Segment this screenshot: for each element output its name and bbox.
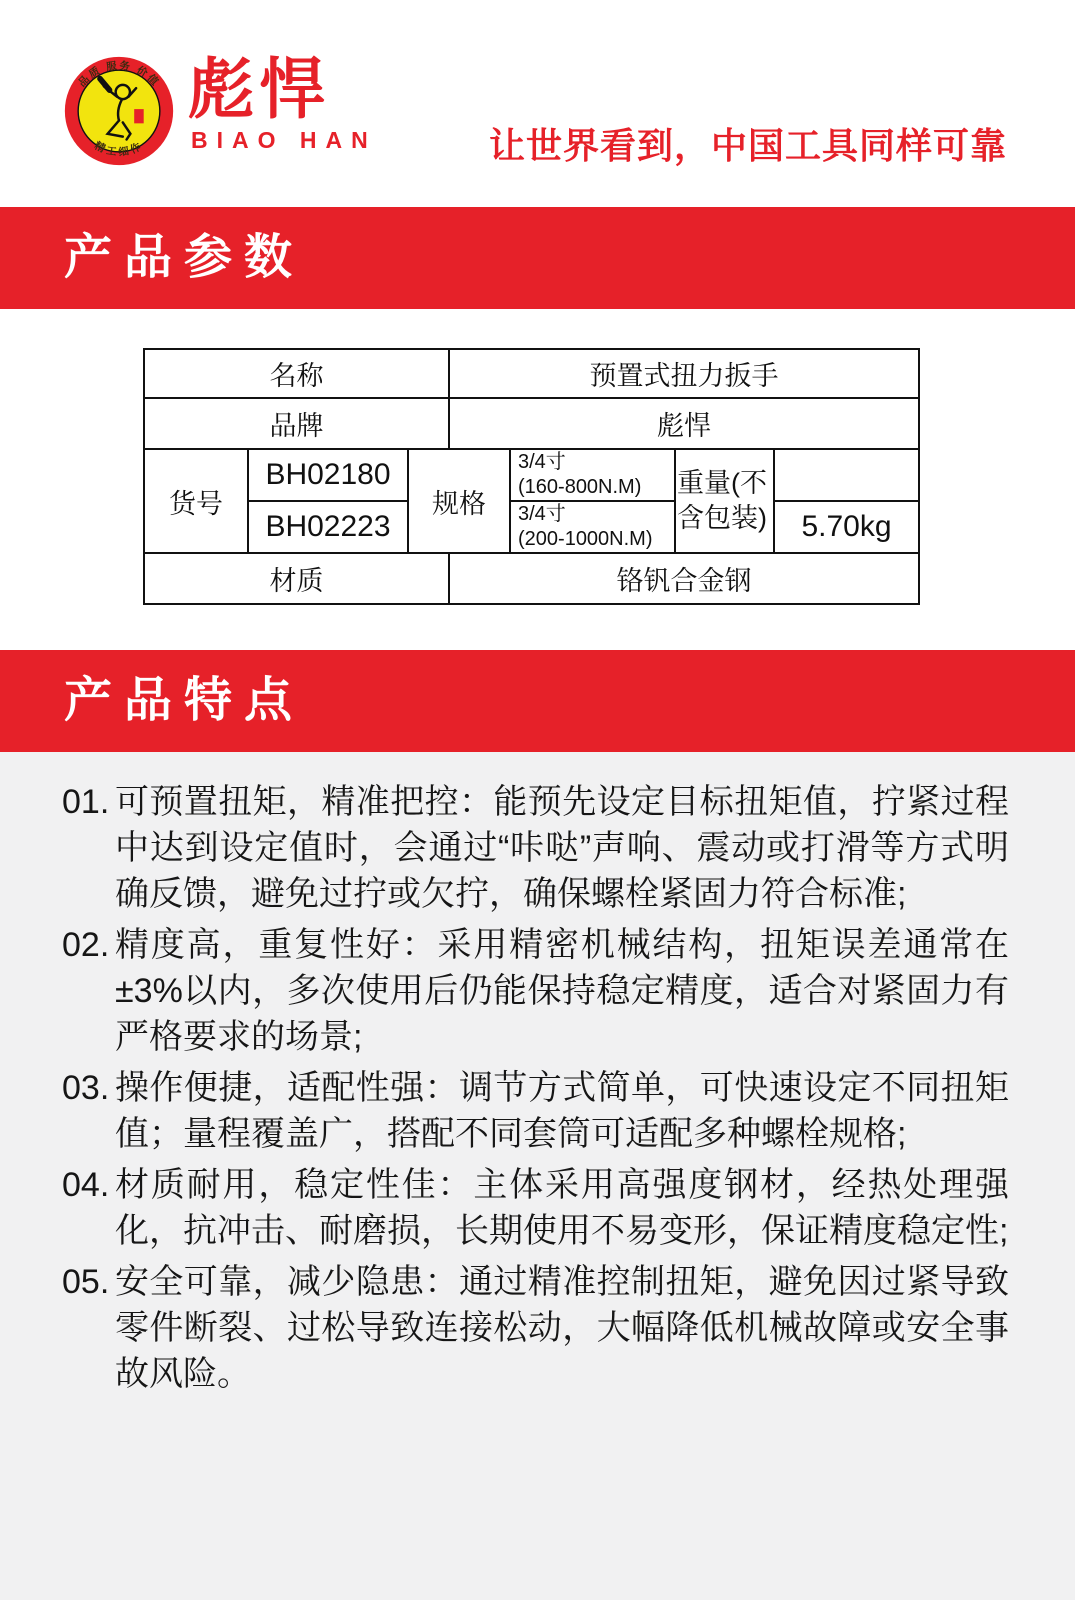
brand-name-en: BIAO HAN — [191, 127, 377, 153]
feature-item-2 — [62, 922, 1009, 1060]
feature-text: 材质耐用，稳定性佳：主体采用高强度钢材，经热处理强化，抗冲击、耐磨损，长期使用不易变形，保证精度稳定性; — [115, 1166, 1009, 1250]
feature-item-1 — [62, 779, 1009, 917]
spec-1-range: (160-800N.M) — [518, 476, 642, 498]
feature-text: 操作便捷，适配性强：调节方式简单，可快速设定不同扭矩值；量程覆盖广，搭配不同套筒可适配多种螺栓规格; — [115, 1069, 1009, 1153]
params-section-banner — [0, 207, 1075, 309]
feature-item-5 — [62, 1259, 1009, 1397]
features-section-title: 产品特点 — [64, 674, 305, 727]
brand-logo — [62, 54, 176, 168]
spec-sku-label: 货号 — [145, 450, 249, 554]
spec-table — [143, 348, 920, 605]
features-section-banner — [0, 650, 1075, 752]
spec-brand-value: 彪悍 — [450, 399, 918, 450]
spec-material-value: 铬钒合金钢 — [616, 566, 752, 596]
features-list — [62, 779, 1009, 1402]
feature-item-3 — [62, 1065, 1009, 1157]
header — [0, 0, 1075, 207]
feature-number: 05. — [62, 1263, 110, 1301]
feature-text: 安全可靠，减少隐患：通过精准控制扭矩，避免因过紧导致零件断裂、过松导致连接松动，大幅降低机械故障或安全事故风险。 — [115, 1263, 1009, 1393]
spec-spec-1 — [511, 450, 676, 502]
spec-name-value: 预置式扭力扳手 — [450, 350, 918, 399]
spec-name-label: 名称 — [145, 350, 450, 399]
brand-name-cn: 彪悍 — [188, 52, 330, 126]
spec-sku-2: BH02223 — [249, 502, 409, 554]
spec-2-range: (200-1000N.M) — [518, 528, 653, 550]
spec-sku-1: BH02180 — [249, 450, 409, 502]
feature-item-4 — [62, 1162, 1009, 1254]
brand-slogan: 让世界看到，中国工具同样可靠 — [488, 125, 1007, 166]
spec-1-size: 3/4寸 — [518, 451, 566, 473]
feature-text: 精度高，重复性好：采用精密机械结构，扭矩误差通常在±3%以内，多次使用后仍能保持稳定精度，适合对紧固力有严格要求的场景; — [115, 926, 1009, 1056]
logo-ring-text-bottom: 精工细作 — [92, 140, 146, 159]
feature-text: 可预置扭矩，精准把控：能预先设定目标扭矩值，拧紧过程中达到设定值时，会通过“咔哒”声响、震动或打滑等方式明确反馈，避免过拧或欠拧，确保螺栓紧固力符合标准; — [115, 783, 1009, 913]
spec-weight-empty-cell — [775, 450, 918, 502]
logo-ring-text-top: 品质 服务 价值 — [76, 60, 162, 90]
params-section-title: 产品参数 — [64, 231, 305, 284]
feature-number: 04. — [62, 1166, 110, 1204]
feature-number: 03. — [62, 1069, 110, 1107]
feature-number: 01. — [62, 783, 110, 821]
spec-brand-label: 品牌 — [145, 399, 450, 450]
spec-spec-label: 规格 — [409, 450, 511, 554]
spec-2-size: 3/4寸 — [518, 503, 566, 525]
logo-seal — [134, 109, 144, 123]
spec-weight-value: 5.70kg — [775, 502, 918, 554]
spec-spec-2 — [511, 502, 676, 554]
spec-material-label: 材质 — [145, 554, 450, 603]
spec-weight-label: 重量(不含包装) — [676, 450, 775, 554]
feature-number: 02. — [62, 926, 110, 964]
